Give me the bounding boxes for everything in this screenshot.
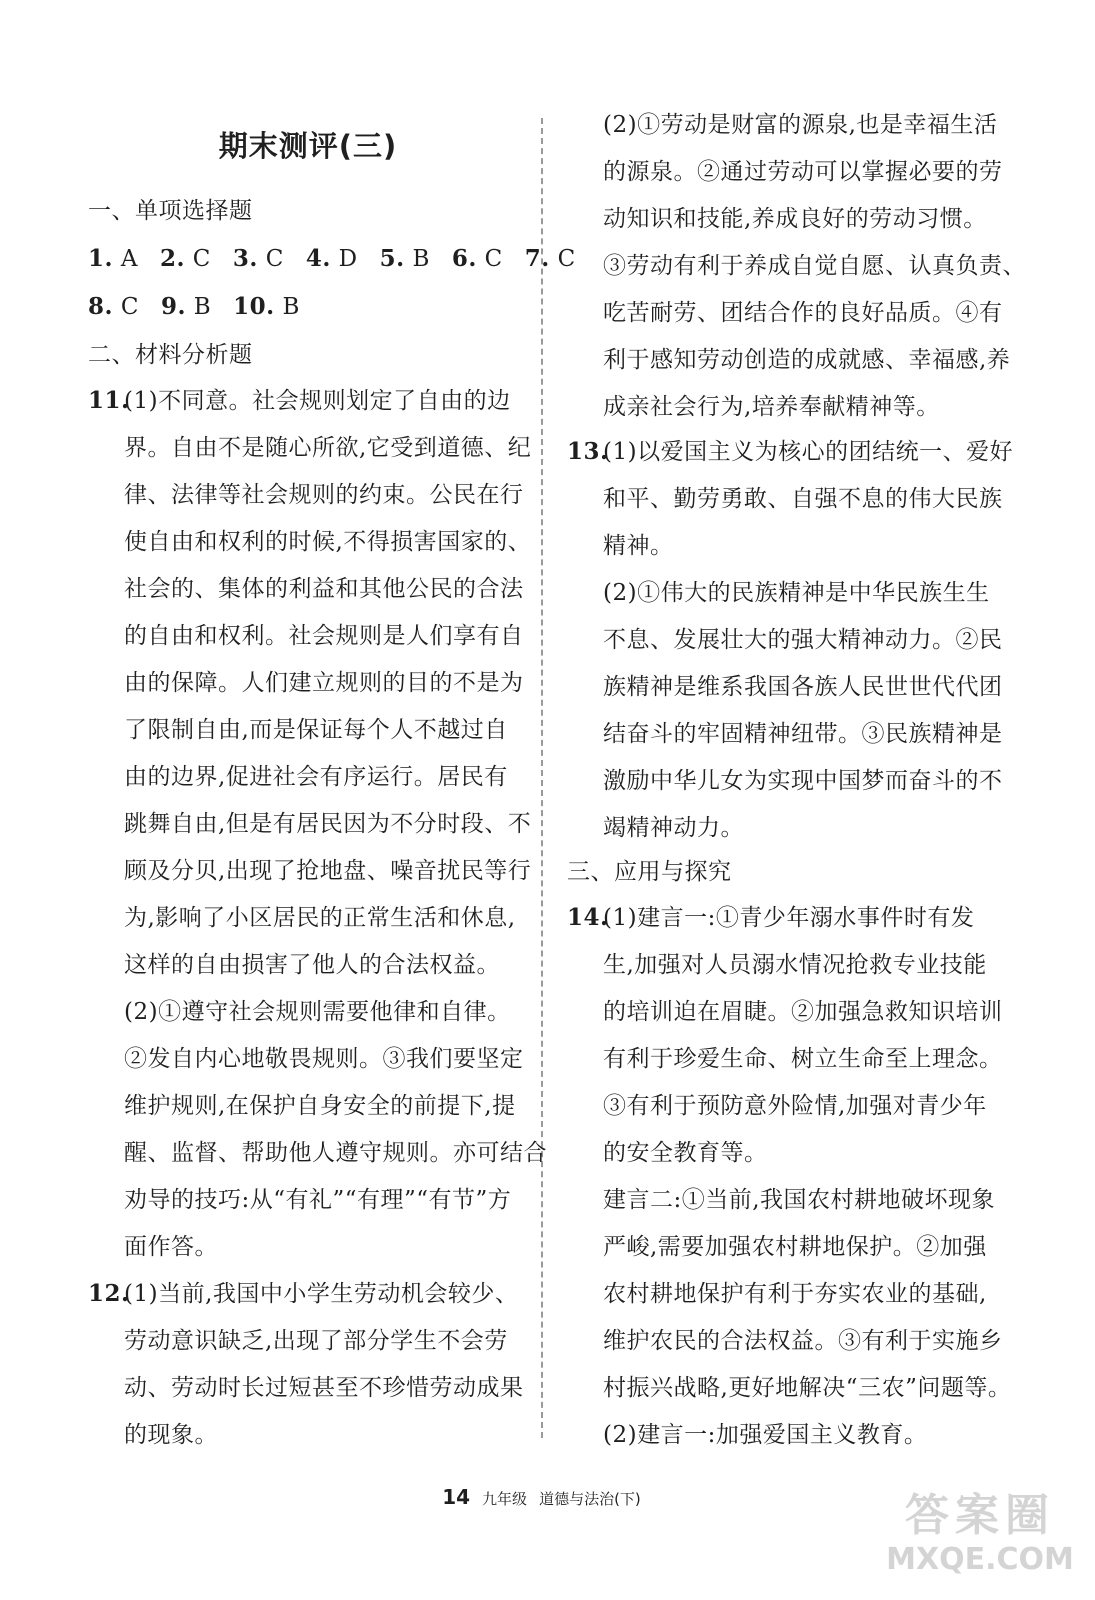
q11-line: 的自由和权利。社会规则是人们享有自 <box>124 623 524 649</box>
subject-label: 道德与法治(下) <box>539 1490 641 1508</box>
q13-line: 结奋斗的牢固精神纽带。③民族精神是 <box>603 721 1003 747</box>
grade-label: 九年级 <box>482 1490 528 1508</box>
answer-item: 5. B <box>379 245 430 272</box>
q11-line: 11.(1)不同意。社会规则划定了自由的边 <box>88 387 511 414</box>
q11-line: 醒、监督、帮助他人遵守规则。亦可结合 <box>124 1140 547 1166</box>
answer-item: 8. C <box>88 293 139 320</box>
q14-line: 维护农民的合法权益。③有利于实施乡 <box>603 1328 1003 1354</box>
q12-line: 吃苦耐劳、团结合作的良好品质。④有 <box>603 300 1003 326</box>
q13-line: 和平、勤劳勇敢、自强不息的伟大民族 <box>603 486 1003 512</box>
answer-item: 7. C <box>524 245 576 272</box>
q12-line: 成亲社会行为,培养奉献精神等。 <box>603 394 940 420</box>
page-number: 14 <box>442 1485 471 1509</box>
q11-line: 面作答。 <box>124 1234 218 1260</box>
watermark-url: MXQE.COM <box>886 1542 1074 1577</box>
q13-line: 竭精神动力。 <box>603 815 744 841</box>
answer-item: 4. D <box>305 245 358 272</box>
q11-line: 律、法律等社会规则的约束。公民在行 <box>124 482 524 508</box>
q12-line: 的现象。 <box>124 1422 218 1448</box>
watermark <box>880 1490 1080 1590</box>
q11-line: 使自由和权利的时候,不得损害国家的、 <box>124 529 532 555</box>
q14-line: 14.(1)建言一:①青少年溺水事件时有发 <box>567 904 975 931</box>
answer-item: 10. B <box>233 293 300 320</box>
answer-item: 1. A <box>88 245 138 272</box>
q11-line: 由的保障。人们建立规则的目的不是为 <box>124 670 524 696</box>
q13-line: 13.(1)以爱国主义为核心的团结统一、爱好 <box>567 438 1014 465</box>
q12-line: 劳动意识缺乏,出现了部分学生不会劳 <box>124 1328 508 1354</box>
q12-line: ③劳动有利于养成自觉自愿、认真负责、 <box>603 253 1026 279</box>
q12-line: 动、劳动时长过短甚至不珍惜劳动成果 <box>124 1375 524 1401</box>
watermark-logo: 答案圈 <box>905 1490 1055 1541</box>
q14-line: (2)建言一:加强爱国主义教育。 <box>603 1422 928 1448</box>
answer-item: 3. C <box>232 245 284 272</box>
q14-line: 有利于珍爱生命、树立生命至上理念。 <box>603 1046 1003 1072</box>
q14-line: ③有利于预防意外险情,加强对青少年 <box>603 1093 987 1119</box>
q11-line: 这样的自由损害了他人的合法权益。 <box>124 952 500 978</box>
q11-line: 为,影响了小区居民的正常生活和休息, <box>124 905 516 931</box>
question-number: 14. <box>567 904 609 931</box>
q14-line: 生,加强对人员溺水情况抢救专业技能 <box>603 952 987 978</box>
answer-row-1 <box>88 244 576 274</box>
section-heading-choice: 一、单项选择题 <box>88 198 253 224</box>
q12-line: 12.(1)当前,我国中小学生劳动机会较少、 <box>88 1280 519 1307</box>
q12-line: 动知识和技能,养成良好的劳动习惯。 <box>603 206 987 232</box>
q11-line: 由的边界,促进社会有序运行。居民有 <box>124 764 508 790</box>
q12-line: (2)①劳动是财富的源泉,也是幸福生活 <box>603 112 998 138</box>
q13-line: 不息、发展壮大的强大精神动力。②民 <box>603 627 1003 653</box>
answer-item: 6. C <box>451 245 503 272</box>
question-number: 11. <box>88 387 130 414</box>
q13-line: 精神。 <box>603 533 674 559</box>
answer-item: 9. B <box>160 293 212 320</box>
section-heading-analysis: 二、材料分析题 <box>88 342 253 368</box>
question-number: 13. <box>567 438 609 465</box>
section-heading-application: 三、应用与探究 <box>567 859 732 885</box>
q11-line: 顾及分贝,出现了抢地盘、噪音扰民等行 <box>124 858 532 884</box>
q11-line: 社会的、集体的利益和其他公民的合法 <box>124 576 524 602</box>
q13-line: 激励中华儿女为实现中国梦而奋斗的不 <box>603 768 1003 794</box>
q13-line: 族精神是维系我国各族人民世世代代团 <box>603 674 1003 700</box>
q12-line: 利于感知劳动创造的成就感、幸福感,养 <box>603 347 1011 373</box>
q11-line: 界。自由不是随心所欲,它受到道德、纪 <box>124 435 532 461</box>
answer-row-2 <box>88 292 322 322</box>
q14-line: 建言二:①当前,我国农村耕地破坏现象 <box>603 1187 996 1213</box>
q14-line: 农村耕地保护有利于夯实农业的基础, <box>603 1281 987 1307</box>
answer-item: 2. C <box>159 245 211 272</box>
q11-line: 劝导的技巧:从“有礼”“有理”“有节”方 <box>124 1187 512 1213</box>
q11-line: 维护规则,在保护自身安全的前提下,提 <box>124 1093 516 1119</box>
q11-line: 跳舞自由,但是有居民因为不分时段、不 <box>124 811 532 837</box>
q13-line: (2)①伟大的民族精神是中华民族生生 <box>603 580 990 606</box>
q11-line: (2)①遵守社会规则需要他律和自律。 <box>124 999 511 1025</box>
q14-line: 的培训迫在眉睫。②加强急救知识培训 <box>603 999 1003 1025</box>
q14-line: 严峻,需要加强农村耕地保护。②加强 <box>603 1234 987 1260</box>
page-title: 期末测评(三) <box>218 129 398 163</box>
q14-line: 村振兴战略,更好地解决“三农”问题等。 <box>603 1375 1012 1401</box>
q12-line: 的源泉。②通过劳动可以掌握必要的劳 <box>603 159 1003 185</box>
q11-line: ②发自内心地敬畏规则。③我们要坚定 <box>124 1046 524 1072</box>
question-number: 12. <box>88 1280 130 1307</box>
q11-line: 了限制自由,而是保证每个人不越过自 <box>124 717 508 743</box>
column-divider <box>541 118 543 1438</box>
q14-line: 的安全教育等。 <box>603 1140 768 1166</box>
